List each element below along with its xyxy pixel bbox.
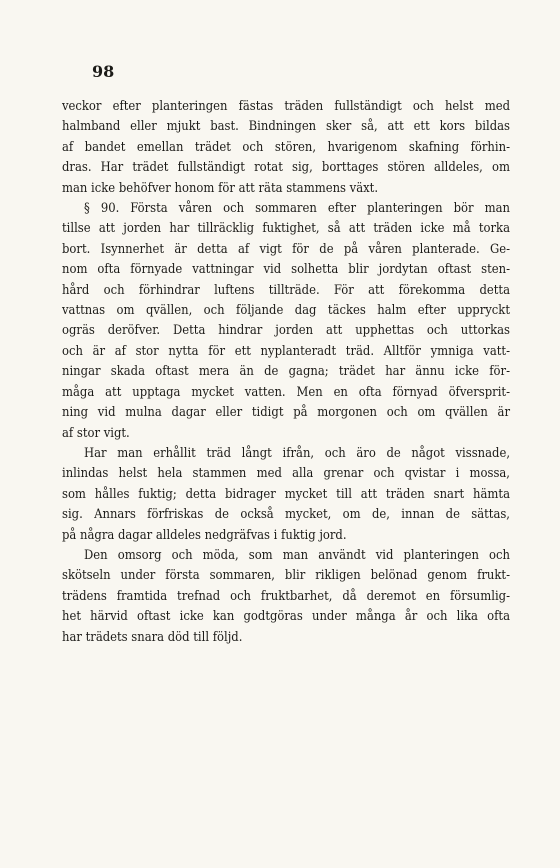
text-line: bort. Isynnerhet är detta af vigt för de på våren planterade. Ge-	[62, 241, 510, 257]
text-line: veckor efter planteringen fästas träden fullständigt och helst med	[62, 99, 510, 114]
text-line: ning vid mulna dagar eller tidigt på morgonen och om qvällen är	[62, 405, 510, 421]
text-line: skötseln under första sommaren, blir rikligen belönad genom frukt-	[62, 568, 510, 584]
text-line: sig. Annars förfriskas de också mycket, om de, innan de sättas,	[62, 507, 510, 523]
text-line: ogräs deröfver. Detta hindrar jorden att upphettas och uttorkas	[62, 323, 510, 339]
text-line: af bandet emellan trädet och stören, hvarigenom skafning förhin-	[62, 139, 510, 155]
text-line: nom ofta förnyade vattningar vid solhetta blir jordytan oftast sten-	[62, 262, 510, 278]
text-line: vattnas om qvällen, och följande dag täckes halm efter uppryckt	[62, 303, 510, 319]
text-line: och är af stor nytta för ett nyplanteradt träd. Alltför ymniga vatt-	[62, 343, 510, 359]
text-line: af stor vigt.	[62, 425, 130, 441]
text-line: trädens framtida trefnad och fruktbarhet, då deremot en försumlig-	[62, 588, 510, 604]
text-line: man icke behöfver honom för att räta stammens växt.	[62, 180, 379, 196]
text-line: på några dagar alldeles nedgräfvas i fuktig jord.	[62, 527, 347, 543]
page-number: 98	[92, 62, 115, 81]
text-line: het härvid oftast icke kan godtgöras under många år och lika ofta	[62, 609, 510, 625]
text-line: har trädets snara död till följd.	[62, 629, 243, 645]
text-line: hård och förhindrar luftens tillträde. För att förekomma detta	[62, 282, 510, 298]
text-line: inlindas helst hela stammen med alla grenar och qvistar i mossa,	[62, 466, 510, 482]
text-line: måga att upptaga mycket vatten. Men en ofta förnyad öfversprit-	[62, 384, 510, 400]
text-line: Den omsorg och möda, som man användt vid planteringen och	[84, 547, 510, 563]
text-line: som hålles fuktig; detta bidrager mycket till att träden snart hämta	[62, 486, 510, 502]
text-line: halmband eller mjukt bast. Bindningen sker så, att ett kors bildas	[62, 119, 510, 135]
body-text	[62, 97, 510, 648]
text-line: dras. Har trädet fullständigt rotat sig, borttages stören alldeles, om	[62, 160, 510, 176]
text-line: tillse att jorden har tillräcklig fuktighet, så att träden icke må torka	[62, 221, 510, 237]
text-line: § 90. Första våren och sommaren efter planteringen bör man	[84, 201, 510, 217]
text-line: ningar skada oftast mera än de gagna; trädet har ännu icke för-	[62, 364, 510, 380]
text-line: Har man erhållit träd långt ifrån, och äro de något vissnade,	[84, 445, 510, 461]
